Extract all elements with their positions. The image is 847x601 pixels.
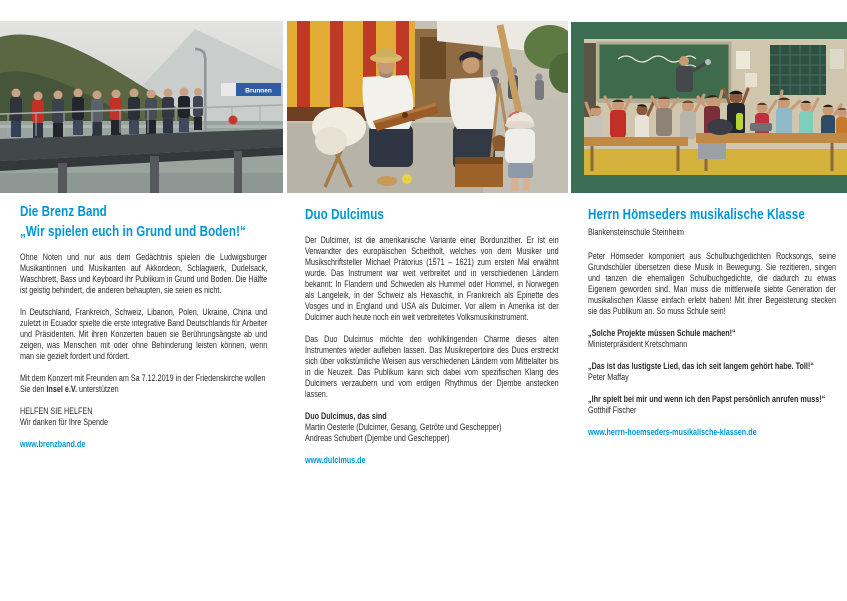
column-title: Herrn Hömseders musikalische Klasse <box>588 207 805 223</box>
brenz-band-photo <box>0 21 283 193</box>
quote-block <box>588 328 836 350</box>
chalkboard <box>598 43 730 103</box>
members-block <box>305 411 559 444</box>
musikalische-klasse-photo <box>584 39 847 175</box>
insel-ev-bold: Insel e.V. <box>46 384 77 394</box>
wooden-box <box>455 157 503 187</box>
concert-note-suffix: unterstützen <box>76 384 119 394</box>
quote-text: „Ihr spielt bei mir und wenn ich den Papst persönlich anrufen muss!“ <box>588 394 826 404</box>
paragraph: Das Duo Dulcimus möchte den wohlklingenden Charme dieses alten Instrumentes wieder aufleben lassen. Das Musikrepertoire des Duos erstreckt sich über volkstümliche Weisen aus verschiedenen Ländern vom Mittelalter bis in die Neuzeit. Das Publikum kann sich dabei vom spezifischen Klang des Dulcimers verzaubern und vom erdigen Rhythmus der Djembe anstecken lassen. <box>305 334 559 399</box>
life-ring <box>229 116 238 125</box>
hoemseder-link[interactable]: www.herrn-hoemseders-musikalische-klassen.de <box>588 427 757 437</box>
duo-dulcimus-photo <box>287 21 568 193</box>
poster <box>736 51 750 69</box>
quote-block <box>588 361 836 383</box>
member-line: Martin Oesterle (Dulcimer, Gesang, Getröte und Geschepper) <box>305 422 502 432</box>
pegboard <box>770 45 826 95</box>
quote-author: Gotthilf Fischer <box>588 405 637 415</box>
paragraph: Peter Hömseder komponiert aus Schulbuchgedichten Rocksongs, seine Grundschüler übersetzen diese Musik in Bewegung. Sie rezitieren, singen und tanzen die ehemaligen Schulbuchgedichte, die dadurch zu etwas Eigenem geworden sind. Man muss die mittlerweile siebte Generation der musikalischen Klasse einfach erlebt haben! Mit ihrer Begeisterung stecken sie das Publikum an. So muss Schule sein! <box>588 251 836 316</box>
quote-text: „Solche Projekte müssen Schule machen!“ <box>588 328 736 338</box>
dulcimus-link[interactable]: www.dulcimus.de <box>305 455 366 465</box>
column-title <box>20 202 267 242</box>
stall-opening <box>420 37 446 79</box>
members-heading: Duo Dulcimus, das sind <box>305 411 387 421</box>
title-line-2: „Wir spielen euch in Grund und Boden!“ <box>20 224 246 240</box>
station-sign <box>221 83 281 96</box>
column-hoemseders-klasse <box>588 205 836 449</box>
column-brenz-band <box>20 202 267 461</box>
column-subtitle: Blankensteinschule Steinheim <box>588 227 685 237</box>
bridge-pillar <box>58 163 67 193</box>
quote-text: „Das ist das lustigste Lied, das ich seit langem gehört habe. Toll!“ <box>588 361 814 371</box>
quote-author: Ministerpräsident Kretschmann <box>588 339 688 349</box>
bridge-pillar <box>234 151 242 193</box>
station-sign-label: Brunnen <box>245 87 272 95</box>
column-title: Duo Dulcimus <box>305 207 384 223</box>
bridge-pillar <box>150 156 159 193</box>
donation-block <box>20 406 267 428</box>
paragraph: In Deutschland, Frankreich, Schweiz, Libanon, Polen, Ukraine, China und zuletzt in Ecuador spielte die erste integrative Band Deutschlands für Arbeiter und Präsidenten. Mit ihren Konzerten bauen sie Berührungsängste ab und zeigen, was Menschen mit oder ohne Behinderung leisten können, wenn man sie gezielt fordert und fördert. <box>20 307 268 361</box>
green-background-panel <box>571 22 847 193</box>
toy-horse <box>492 135 506 151</box>
member-line: Andreas Schubert (Djembe und Geschepper) <box>305 433 450 443</box>
poster <box>745 73 757 87</box>
column-duo-dulcimus <box>305 205 559 477</box>
quote-author: Peter Maffay <box>588 372 629 382</box>
brenzband-link[interactable]: www.brenzband.de <box>20 439 86 449</box>
concert-note <box>20 373 267 395</box>
paragraph: Der Dulcimer, ist die amerikanische Variante einer Bordunzither. Er ist ein Verwandter des europäischen Scheitholt, welches von dem Musiker und Musikschriftsteller Michael Prätorius (1571 – 1621) zum ersten Mal erwähnt wurde. Das Instrument war weit verbreitet und in verschiedenen Ländern bekannt: In Flandern und Schweden als Hummel oder Hommel, in Norwegen als Langeleik, in der Schweiz als Hexaschit, in Frankreich als Epinette des Vosges und in England und USA als Dulcimer. Vor allem in Amerika ist der Dulcimer auch heute noch ein weit verbreitetes Volksmusikinstrument. <box>305 235 559 322</box>
quote-block <box>588 394 836 416</box>
paragraph: Ohne Noten und nur aus dem Gedächtnis spielen die Ludwigsburger Musikantinnen und Musikanten auf Akkordeon, Schlagwerk, Dudelsack, Waschbrett, Bass und Keyboard ihr Publikum in Grund und Boden. Die Hälfte ist geistig behindert, die anderen behaupten, sie seien es nicht. <box>20 252 268 295</box>
title-line-1: Die Brenz Band <box>20 204 107 220</box>
spende-line: Wir danken für Ihre Spende <box>20 417 109 427</box>
concert-note-text: Mit dem Konzert mit Freunden am Sa 7.12.2019 in der Friedenskirche wollen Sie den <box>20 373 266 394</box>
helfen-line: HELFEN SIE HELFEN <box>20 406 93 416</box>
poster <box>830 49 844 69</box>
